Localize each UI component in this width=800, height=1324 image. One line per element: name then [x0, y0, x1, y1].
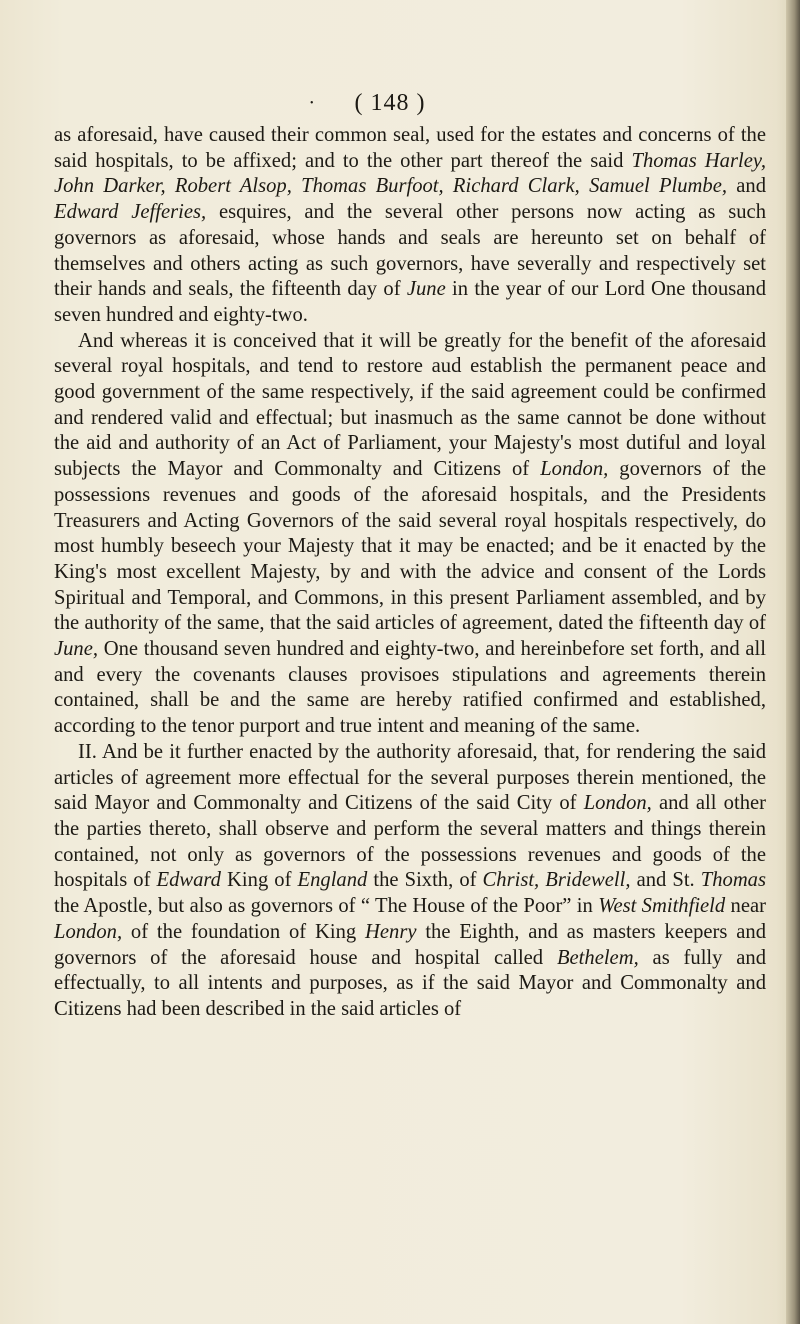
italic-run: Thomas Harley, John Darker, Robert Alsop, Thomas Burfoot, Richard Clark, Samuel Plumbe,: [54, 149, 767, 198]
text-run: of the foundation of King: [122, 920, 366, 943]
italic-run: Edward: [156, 869, 221, 892]
page-edge-shadow: [786, 0, 800, 1324]
text-run: governors of the possessions revenues and goods of the aforesaid hospitals, and the Presidents Treasurers and Acting Governors of the said several royal hospitals respectively, do most humbly beseech your Majesty that it may be enacted; and be it enacted by the King's most excellent Majesty, by and with the advice and consent of the Lords Spiritual and Temporal, and Commons, in this present Parliament assembled, and by the authority of the same, that the said articles of agreement, dated the fifteenth day of: [54, 458, 766, 635]
text-run: as fully and effectually, to all intents and purposes, as if the said Mayor and Commonalty and Citizens had been described in the said articles of: [54, 946, 766, 1020]
italic-run: Thomas: [700, 869, 766, 892]
body-text: [54, 123, 766, 1023]
paragraph-3-section-II: [54, 740, 766, 1023]
italic-run: June,: [54, 638, 99, 661]
text-run: the Sixth, of: [367, 869, 483, 892]
page-number: ( 148 ): [354, 90, 426, 116]
text-run: in the year of our Lord One thousand seven hundred and eighty-two.: [54, 278, 766, 326]
paragraph-1: [54, 123, 766, 329]
italic-run: Edward Jefferies,: [54, 201, 207, 224]
paragraph-2: [54, 329, 766, 740]
text-run: And whereas it is conceived that it will be greatly for the benefit of the aforesaid several royal hospitals, and tend to restore aud establish the permanent peace and good government of the same respectively, if the said agreement could be confirmed and rendered valid and effectual; but inasmuch as the same cannot be done without the aid and authority of an Act of Parliament, your Majesty's most dutiful and loyal subjects the Mayor and Commonalty and Citizens of: [54, 329, 766, 481]
italic-run: Henry: [365, 920, 417, 943]
italic-run: London,: [540, 458, 609, 481]
printer-dot: •: [310, 98, 315, 109]
italic-run: Christ, Bridewell,: [482, 869, 631, 892]
text-run: the Apostle, but also as governors of “ The House of the Poor” in: [54, 895, 599, 918]
text-run: and: [727, 175, 767, 198]
text-run: as aforesaid, have caused their common seal, used for the estates and concerns of the said hospitals, to be affixed; and to the other part thereof the said: [54, 124, 766, 172]
text-run: and St.: [630, 869, 701, 892]
text-run: near: [725, 895, 766, 918]
text-run: and all other the parties thereto, shall observe and perform the several matters and things therein contained, not only as governors of the possessions revenues and goods of the hospitals of: [54, 792, 766, 892]
italic-run: England: [297, 869, 368, 892]
text-run: II. And be it further enacted by the authority aforesaid, that, for rendering the said articles of agreement more effectual for the several purposes therein mentioned, the said Mayor and Commonalty and Citizens of the said City of: [54, 740, 766, 815]
italic-run: London,: [583, 792, 652, 815]
text-run: the Eighth, and as masters keepers and governors of the aforesaid house and hospital called: [54, 920, 766, 969]
page-number-header: [0, 90, 780, 117]
text-run: One thousand seven hundred and eighty-two, and hereinbefore set forth, and all and every the covenants clauses provisoes stipulations and agreements therein contained, shall be and the same are hereby ratified confirmed and established, according to the tenor purport and true intent and meaning of the same.: [54, 638, 766, 738]
text-run: King of: [220, 869, 298, 892]
italic-run: Bethelem,: [556, 946, 639, 969]
italic-run: London,: [54, 920, 123, 943]
italic-run: June: [406, 278, 446, 301]
text-run: esquires, and the several other persons now acting as such governors as aforesaid, whose hands and seals are hereunto set on behalf of themselves and others acting as such governors, have severally and respectively set their hands and seals, the fifteenth day of: [54, 201, 766, 301]
italic-run: West Smithfield: [598, 895, 726, 918]
